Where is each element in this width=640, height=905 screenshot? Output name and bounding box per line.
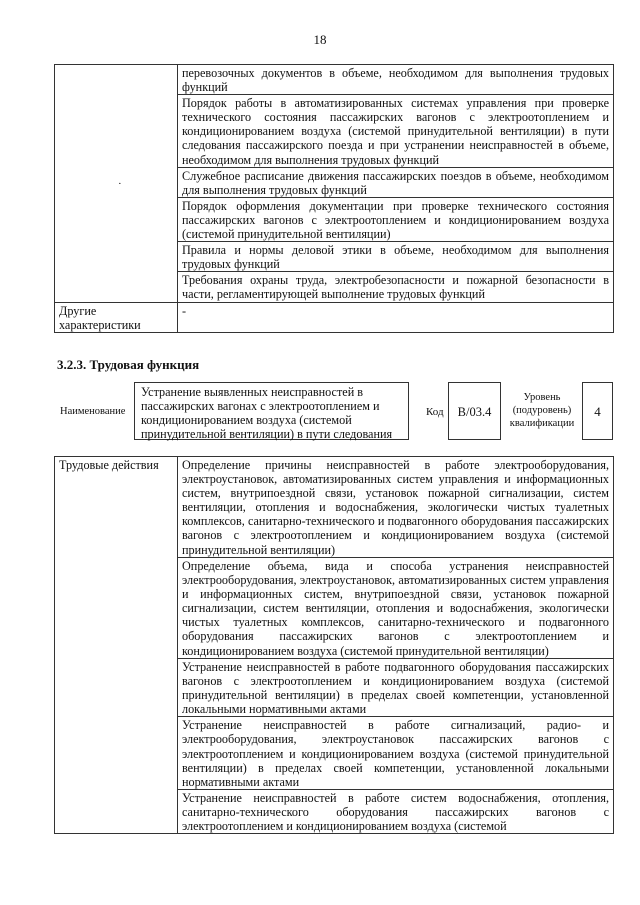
table-row — [55, 65, 614, 95]
table-cell-empty — [55, 65, 178, 303]
other-characteristics-label: Другие характеристики — [55, 302, 178, 332]
level-label: Уровень (подуровень) квалификации — [509, 392, 575, 429]
table-cell: Устранение неисправностей в работе сигнализаций, радио- и электрооборудования, электроустановок пассажирских вагонов с электроотоплением и кондиционированием воздуха (системой принудительной вентиляции) в пределах своей компетенции, установленной локальными нормативными актами — [178, 717, 614, 789]
table-cell: Служебное расписание движения пассажирских поездов в объеме, необходимом для выполнения трудовых функций — [178, 167, 614, 197]
table-row — [55, 302, 614, 332]
code-label: Код — [426, 406, 444, 418]
labor-actions-table — [54, 456, 614, 834]
other-characteristics-value: - — [178, 302, 614, 332]
table-cell: Порядок работы в автоматизированных системах управления при проверке технического состояния пассажирских вагонов с электроотоплением и кондиционированием воздуха (системой принудительной вентиляции) в пути следования пассажирского поезда и при устранении неисправностей в объеме, необходимом для выполнения трудовых функций — [178, 95, 614, 167]
stray-mark: · — [118, 178, 122, 190]
table-cell: Устранение неисправностей в работе подвагонного оборудования пассажирских вагонов с электроотоплением и кондиционированием воздуха (системой принудительной вентиляции) в пределах своей компетенции, установленной локальными нормативными актами — [178, 659, 614, 717]
level-box: 4 — [582, 382, 613, 440]
function-name-box: Устранение выявленных неисправностей в пассажирских вагонах с электроотоплением и кондиционированием воздуха (системой принудительной вентиляции) в пути следования — [134, 382, 409, 440]
knowledge-table — [54, 64, 614, 333]
table-cell: перевозочных документов в объеме, необходимом для выполнения трудовых функций — [178, 65, 614, 95]
table-cell: Определение объема, вида и способа устранения неисправностей электрооборудования, электроустановок, автоматизированных систем управления и информационных систем, внутрипоездной связи, установок пожарной сигнализации, систем вентиляции, отопления и водоснабжения, экологически чистых туалетных комплексов, санитарно-технического и подвагонного оборудования пассажирских вагонов с электроотоплением и кондиционированием воздуха (системой принудительной вентиляции) — [178, 558, 614, 659]
labor-actions-label: Трудовые действия — [55, 457, 178, 834]
name-label: Наименование — [60, 406, 126, 417]
table-cell: Порядок оформления документации при проверке технического состояния пассажирских вагонов с электроотоплением и кондиционированием воздуха (системой принудительной вентиляции) — [178, 197, 614, 241]
table-cell: Устранение неисправностей в работе систем водоснабжения, отопления, санитарно-технического оборудования пассажирских вагонов с электроотоплением и кондиционированием воздуха (системой — [178, 789, 614, 833]
table-cell: Правила и нормы деловой этики в объеме, необходимом для выполнения трудовых функций — [178, 242, 614, 272]
code-box: B/03.4 — [448, 382, 501, 440]
page-number: 18 — [313, 32, 327, 47]
table-row — [55, 457, 614, 558]
section-title: 3.2.3. Трудовая функция — [57, 357, 200, 372]
table-cell: Определение причины неисправностей в работе электрооборудования, электроустановок, автоматизированных систем управления и информационных систем, внутрипоездной связи, установок пожарной сигнализации, систем вентиляции, отопления и водоснабжения, экологически чистых туалетных комплексов, санитарно-технического и подвагонного оборудования пассажирских вагонов с электроотоплением и кондиционированием воздуха (системой принудительной вентиляции) — [178, 457, 614, 558]
table-cell: Требования охраны труда, электробезопасности и пожарной безопасности в части, регламентирующей выполнение трудовых функций — [178, 272, 614, 302]
